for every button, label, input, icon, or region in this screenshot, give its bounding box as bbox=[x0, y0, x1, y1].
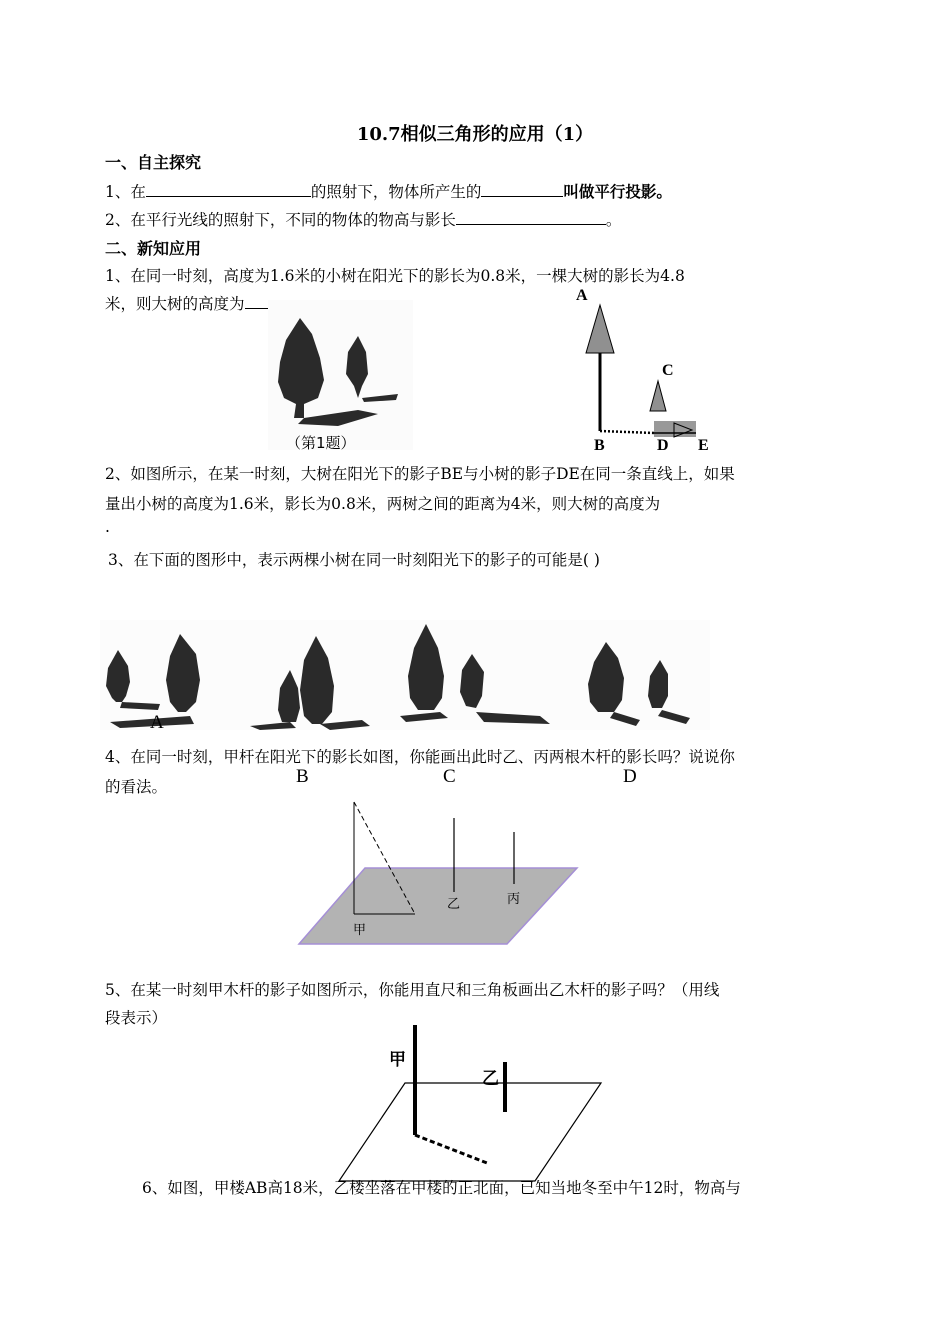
problem-1-line-1: 1、在同一时刻，高度为1.6米的小树在阳光下的影长为0.8米，一棵大树的影长为4.8 bbox=[105, 267, 685, 285]
q1-2-text-b: 。 bbox=[605, 211, 622, 229]
label-D: D bbox=[657, 437, 669, 454]
figure-5-plane bbox=[335, 1025, 610, 1185]
section-heading-1: 一、自主探究 bbox=[105, 153, 202, 172]
problem-2-line-2: 量出小树的高度为1.6米，影长为0.8米，两树之间的距离为4米，则大树的高度为 bbox=[105, 495, 661, 513]
p1-text-a: 米，则大树的高度为 bbox=[105, 295, 245, 313]
big-tree-triangle bbox=[586, 305, 614, 353]
option-label-a: A bbox=[150, 712, 164, 733]
problem-5-line-2: 段表示） bbox=[105, 1009, 168, 1027]
question-1-1 bbox=[105, 180, 672, 202]
option-label-d: D bbox=[623, 766, 637, 787]
figure-4-plane bbox=[295, 800, 585, 950]
problem-4-line-1: 4、在同一时刻，甲杆在阳光下的影长如图，你能画出此时乙、丙两根木杆的影长吗？说说你 bbox=[105, 748, 735, 766]
q1-1-text-a: 1、在 bbox=[105, 183, 146, 201]
label-C: C bbox=[662, 362, 674, 379]
label-B: B bbox=[594, 437, 605, 454]
problem-4-line-2: 的看法。 bbox=[105, 778, 168, 796]
page-title: 10.7相似三角形的应用（1） bbox=[356, 124, 594, 145]
problem-6: 6、如图，甲楼AB高18米，乙楼坐落在甲楼的正北面，已知当地冬至中午12时，物高与 bbox=[142, 1179, 741, 1197]
figure-1-caption: （第1题） bbox=[286, 434, 356, 452]
small-tree-triangle bbox=[650, 381, 666, 411]
problem-5-line-1: 5、在某一时刻甲木杆的影子如图所示，你能用直尺和三角板画出乙木杆的影子吗？（用线 bbox=[105, 981, 720, 999]
figure-3-options bbox=[100, 620, 710, 730]
shadow-jia bbox=[415, 1135, 487, 1163]
dotted-ground-line bbox=[600, 431, 654, 433]
question-1-2 bbox=[105, 208, 621, 230]
q1-1-text-c: 叫做平行投影。 bbox=[563, 183, 672, 201]
answer-blank bbox=[146, 182, 311, 197]
option-label-c: C bbox=[443, 766, 456, 787]
ground-plane bbox=[339, 1083, 601, 1181]
label-jia: 甲 bbox=[353, 923, 367, 938]
q1-2-text-a: 2、在平行光线的照射下，不同的物体的物高与影长 bbox=[105, 211, 456, 229]
label-yi: 乙 bbox=[482, 1069, 499, 1089]
figure-2-diagram bbox=[570, 285, 730, 455]
label-jia: 甲 bbox=[389, 1050, 406, 1070]
problem-2-line-3: . bbox=[105, 518, 110, 536]
figure-1-trees bbox=[268, 300, 413, 450]
problem-2-line-1: 2、如图所示，在某一时刻，大树在阳光下的影子BE与小树的影子DE在同一条直线上，如果 bbox=[105, 465, 735, 483]
problem-3: 3、在下面的图形中，表示两棵小树在同一时刻阳光下的影子的可能是( ) bbox=[108, 551, 600, 569]
section-heading-2: 二、新知应用 bbox=[105, 239, 202, 258]
label-bing: 丙 bbox=[507, 892, 521, 907]
label-E: E bbox=[698, 437, 709, 454]
answer-blank bbox=[456, 210, 606, 225]
label-yi: 乙 bbox=[447, 897, 461, 912]
q1-1-text-b: 的照射下，物体所产生的 bbox=[310, 183, 482, 201]
option-label-b: B bbox=[296, 766, 309, 787]
label-A: A bbox=[576, 287, 588, 304]
answer-blank bbox=[481, 182, 563, 197]
ground-plane bbox=[299, 868, 577, 944]
